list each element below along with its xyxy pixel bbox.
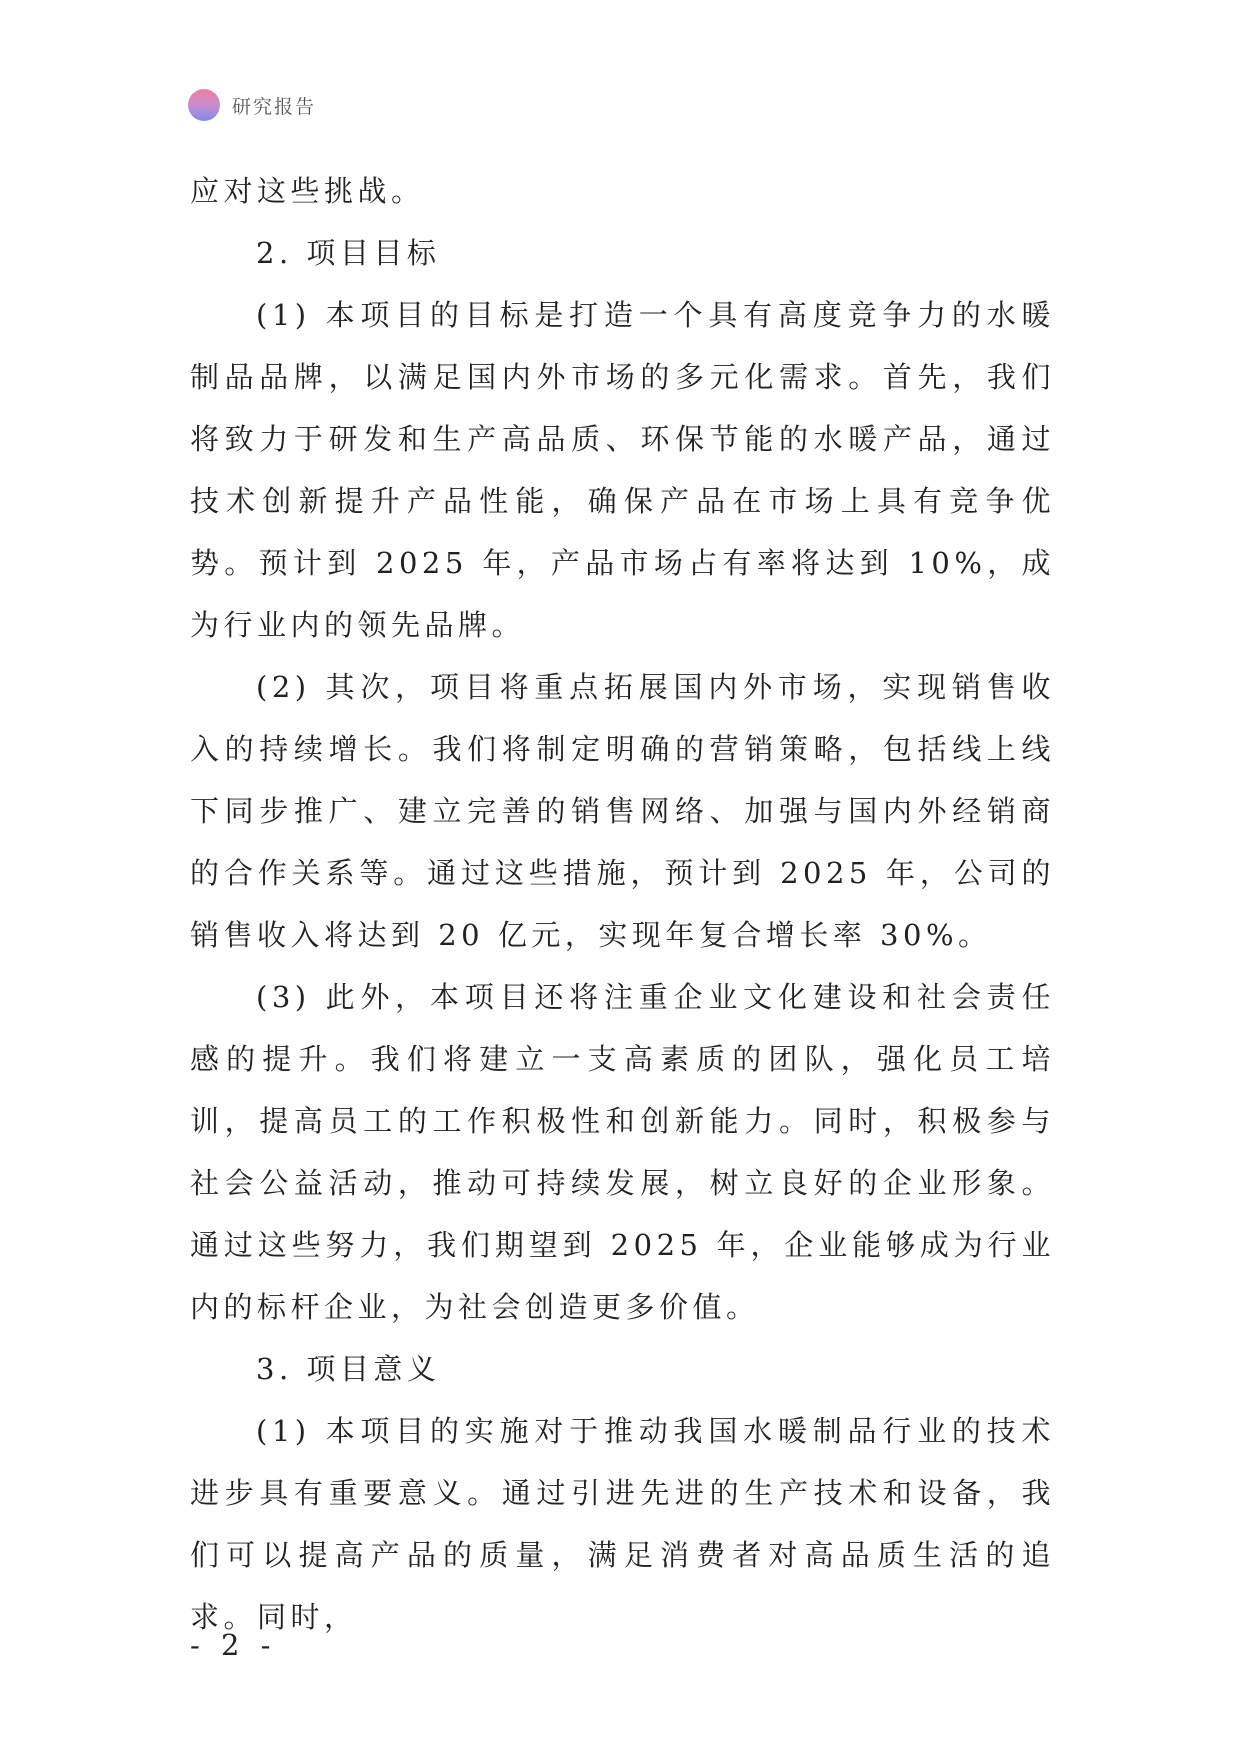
section-heading-significance: 3. 项目意义 — [256, 1352, 441, 1386]
page-number: - 2 - — [190, 1628, 277, 1662]
page-header — [188, 88, 316, 122]
goal-paragraph-1: (1) 本项目的目标是打造一个具有高度竞争力的水暖制品品牌，以满足国内外市场的多元化需求。首先，我们将致力于研发和生产高品质、环保节能的水暖产品，通过技术创新提升产品性能，确保产品在市场上具有竞争优势。预计到 2025 年，产品市场占有率将达到 10%，成为行业内的领先品牌。 — [190, 298, 1055, 642]
continuation-text: 应对这些挑战。 — [190, 174, 425, 208]
document-body — [190, 160, 1055, 1648]
report-logo-icon — [188, 89, 220, 121]
significance-paragraph-1: (1) 本项目的实施对于推动我国水暖制品行业的技术进步具有重要意义。通过引进先进的生产技术和设备，我们可以提高产品的质量，满足消费者对高品质生活的追求。同时， — [190, 1414, 1055, 1634]
section-heading-goals: 2. 项目目标 — [256, 236, 441, 270]
goal-paragraph-3: (3) 此外，本项目还将注重企业文化建设和社会责任感的提升。我们将建立一支高素质的团队，强化员工培训，提高员工的工作积极性和创新能力。同时，积极参与社会公益活动，推动可持续发展，树立良好的企业形象。通过这些努力，我们期望到 2025 年，企业能够成为行业内的标杆企业，为社会创造更多价值。 — [190, 980, 1055, 1324]
goal-paragraph-2: (2) 其次，项目将重点拓展国内外市场，实现销售收入的持续增长。我们将制定明确的营销策略，包括线上线下同步推广、建立完善的销售网络、加强与国内外经销商的合作关系等。通过这些措施，预计到 2025 年，公司的销售收入将达到 20 亿元，实现年复合增长率 30%。 — [190, 670, 1055, 952]
header-title: 研究报告 — [232, 95, 317, 118]
